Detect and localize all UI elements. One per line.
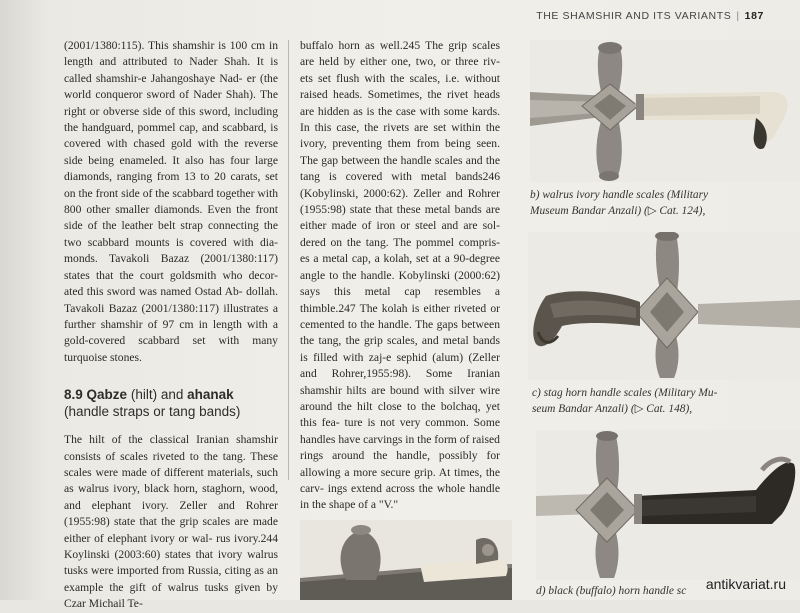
text-line: The hilt of the classical Iranian shamshir [64, 433, 278, 447]
text-line: the tang is covered with metal bands246 [300, 153, 500, 184]
text-line: are made either of elephant ivory or wal- [64, 515, 278, 545]
text-line: two scabbard mounts is covered with dia- [64, 235, 278, 249]
text-line: to the handle. The gaps between the [300, 317, 500, 348]
column-divider [288, 40, 289, 480]
text-line: buffalo horn as well.245 The grip scales [300, 39, 500, 52]
text-line: wood, and elephant ivory. Zeller and [64, 482, 278, 512]
text-line: states that the court goldsmith who decor- [64, 268, 278, 282]
text-column-left [64, 38, 278, 613]
text-line: In this case, the rivets are set within the [300, 121, 500, 135]
text-line: ings extend across the whole handle in [300, 481, 500, 512]
text-line: filled with zaj-e sephid (alum) (Zeller and [300, 350, 500, 381]
caption-line: c) stag horn handle scales (Military Mu- [532, 387, 718, 399]
heading-term-ahanak: ahanak [187, 387, 234, 403]
text-line: says this metal cap resembles a thimble.247 [300, 285, 500, 315]
photo-handle-c [528, 232, 800, 380]
text-line: cap, and scabbard, is covered with chased [64, 121, 278, 151]
text-line: either made of iron or steel and are sol- [300, 219, 500, 233]
photo-handle-b [530, 40, 800, 182]
text-line: ivory, preventing them from being seen. [300, 137, 500, 151]
text-line: It also has four large diamonds, ranging [64, 153, 279, 184]
text-line: (2001/1380:115). This shamshir is 100 cm [64, 39, 266, 52]
text-line: from Russia, citing as an example the gift [64, 564, 278, 594]
text-line: rus ivory.244 Koylinski (2003:60) states [64, 531, 278, 561]
text-column-middle [300, 38, 500, 567]
text-line: es a metal cap, a kolah, set at a 90-degree [300, 252, 500, 266]
text-line: around the handle, possibly for allowing [300, 449, 500, 479]
text-line: (1955:98) state that these metal bands are [300, 203, 500, 217]
photo-handle-d [536, 430, 800, 580]
text-line: raised heads. Sometimes, the rivet heads [300, 88, 500, 102]
text-line: ture is not very common. Some handles [300, 416, 501, 446]
text-line: dollah. Tavakoli Bazaz (2001/1380:117) [64, 285, 278, 315]
text-line: that ivory walrus tusks were imported [64, 547, 279, 578]
paragraph-grip-scales [300, 38, 500, 514]
text-line: consists of scales riveted to the tang. These [64, 449, 278, 463]
text-line: such as walrus ivory, black horn, staghorn, [64, 465, 278, 496]
text-line: have carvings in the form of raised rings [300, 432, 500, 463]
photo-handle-a [300, 520, 512, 600]
text-line: gold with the reverse side being enameled. [64, 137, 278, 167]
text-line: angle to the handle. Kobylinski (2000:62) [300, 268, 500, 282]
caption-line: b) walrus ivory handle scales (Military [530, 189, 709, 201]
text-line: (Kobylinski, 2000:62). Zeller and Rohrer [300, 186, 500, 200]
text-line: are held by either one, two, or three riv- [300, 55, 500, 69]
text-line: the shape of a "V." [311, 498, 399, 512]
text-line: length with a gold-covered scabbard set [64, 317, 278, 348]
text-line: dered on the tang. The pommel compris- [300, 235, 500, 249]
text-line: The gap between the handle scales and [300, 153, 483, 167]
heading-number: 8.9 [64, 387, 83, 403]
text-line: a more secure grip. At times, the carv- [300, 465, 500, 495]
heading-connector: (hilt) and [130, 387, 184, 403]
caption-line: d) black (buffalo) horn handle sc [536, 585, 687, 597]
text-line: hilts are bound with silver wire around [300, 383, 500, 413]
section-heading [64, 386, 278, 420]
text-line: of walrus tusks given by Czar Michail Te- [64, 580, 278, 611]
caption-line: seum Bandar Anzali) (▷ Cat. 148), [532, 402, 693, 415]
text-line: are hidden as is the case with some kards. [300, 104, 500, 118]
text-line: scales were made of different materials, [64, 465, 253, 479]
text-line: ets set flush with the scales, i.e. without [300, 71, 500, 85]
text-line: Rohrer,1955:98). Some Iranian shamshir [300, 367, 500, 397]
page-number: 187 [744, 10, 764, 22]
running-header [536, 10, 764, 22]
caption-c [532, 386, 774, 417]
text-line: with many turquoise stones. [64, 334, 278, 364]
text-line: the hilt close to the bolchaq, yet this fea- [300, 399, 500, 430]
heading-gloss: (handle straps or tang bands) [64, 404, 241, 420]
heading-term-qabze: Qabze [86, 387, 128, 403]
text-line: The kolah is either riveted or cemented [300, 301, 500, 331]
text-line: Rohrer (1955:98) state that the grip scales [64, 498, 278, 529]
caption-b [530, 188, 770, 219]
text-line: is called shamshir-e Jahangoshaye Nad- [64, 55, 278, 85]
header-separator: | [736, 10, 740, 22]
text-line: in length and attributed to Nader Shah. It [64, 39, 278, 69]
text-line: from 13 to 20 carats, set on the front side [64, 170, 279, 200]
text-line: of the scabbard together with 800 other [64, 186, 279, 217]
watermark: antikvariat.ru [705, 576, 786, 592]
running-title: THE SHAMSHIR AND ITS VARIANTS [536, 10, 732, 22]
text-line: Shah). The right or obverse side of this [64, 88, 278, 118]
text-line: illustrates a further shamshir of 97 cm in [64, 301, 279, 331]
text-line: of the leather belt strap connecting the [87, 219, 278, 233]
text-line: smaller diamonds. Even the front side [64, 203, 278, 233]
text-line: ated this sword was named Ostad Ab- [64, 285, 243, 299]
caption-line: Museum Bandar Anzali) (▷ Cat. 124), [530, 204, 706, 217]
text-line: monds. Tavakoli Bazaz (2001/1380:117) [64, 252, 278, 266]
paragraph-hilt [64, 432, 278, 612]
text-line: tang, the grip scales, and metal bands is [300, 334, 500, 364]
text-line: sword, including the handguard, pommel [64, 104, 279, 135]
text-line: er (the world conqueror sword of Nader [64, 71, 278, 102]
paragraph-nader-shah-sword [64, 38, 278, 366]
